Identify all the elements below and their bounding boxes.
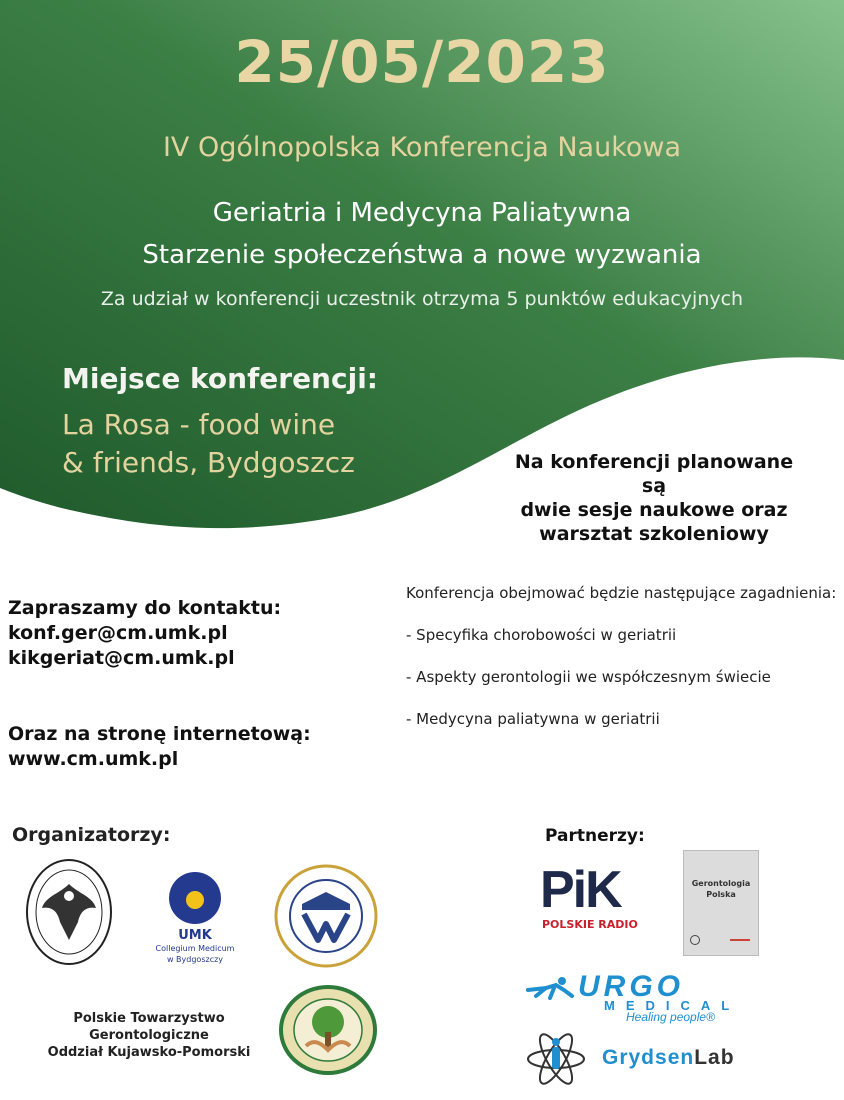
journal-stripe — [730, 939, 750, 941]
grydsenlab-label-a: Grydsen — [602, 1046, 695, 1069]
journal-emblem-icon — [690, 935, 700, 945]
topic-item: - Aspekty gerontologii we współczesnym świecie — [406, 668, 771, 686]
sessions-note — [500, 450, 808, 546]
pik-subtitle: POLSKIE RADIO — [542, 918, 638, 931]
venue-heading: Miejsce konferencji: — [62, 362, 378, 395]
ptg-line1: Polskie Towarzystwo Gerontologiczne — [73, 1011, 225, 1043]
grydsenlab-logo — [526, 1030, 766, 1088]
conference-subtitle-line2: Starzenie społeczeństwa a nowe wyzwania — [142, 240, 702, 270]
conference-title: IV Ogólnopolska Konferencja Naukowa — [162, 132, 682, 163]
topic-item: - Medycyna paliatywna w geriatrii — [406, 710, 660, 728]
website-link[interactable]: www.cm.umk.pl — [8, 748, 179, 770]
sessions-line2: dwie sesje naukowe oraz — [520, 499, 788, 521]
education-points-note: Za udział w konferencji uczestnik otrzyma 5 punktów edukacyjnych — [100, 288, 744, 310]
grydsenlab-label — [602, 1046, 735, 1070]
kazimierz-wielki-university-logo — [272, 862, 380, 970]
geriatrics-clinic-seal-logo — [278, 984, 378, 1076]
topics-heading: Konferencja obejmować będzie następujące zagadnienia: — [406, 584, 837, 602]
umk-label: UMK — [178, 928, 212, 943]
grydsenlab-label-b: Lab — [694, 1046, 735, 1069]
journal-title-2: Polska — [706, 890, 736, 899]
conference-subtitle-line1: Geriatria i Medycyna Paliatywna — [212, 198, 632, 228]
venue-name — [62, 406, 355, 482]
website-block — [8, 722, 311, 772]
urgo-tagline: Healing people® — [626, 1010, 715, 1024]
website-heading: Oraz na stronę internetową: — [8, 723, 311, 745]
ptg-organizer — [18, 1010, 280, 1061]
urgo-label: URGO — [578, 970, 684, 1003]
urgo-medical-label: MEDICAL — [604, 998, 741, 1013]
sessions-line3: warsztat szkoleniowy — [539, 523, 769, 545]
atom-human-icon — [526, 1030, 586, 1088]
contact-email-2[interactable]: kikgeriat@cm.umk.pl — [8, 647, 235, 669]
medical-university-seal-logo — [24, 856, 114, 968]
event-date: 25/05/2023 — [234, 28, 610, 96]
pik-polskie-radio-logo — [538, 860, 638, 940]
ptg-line2: Oddział Kujawsko-Pomorski — [47, 1045, 251, 1060]
umk-subtitle-2: w Bydgoszczy — [166, 955, 224, 964]
journal-title-1: Gerontologia — [691, 879, 751, 888]
partners-heading: Partnerzy: — [545, 826, 645, 846]
contact-block — [8, 596, 281, 671]
pik-label: PiK — [540, 861, 621, 919]
sessions-line1: Na konferencji planowane są — [514, 451, 794, 497]
gerontologia-polska-journal-cover — [683, 850, 759, 956]
organizers-heading: Organizatorzy: — [12, 824, 171, 846]
venue-line2: & friends, Bydgoszcz — [62, 446, 355, 479]
venue-line1: La Rosa - food wine — [62, 408, 336, 441]
umk-subtitle-1: Collegium Medicum — [155, 944, 235, 953]
runner-icon — [526, 976, 576, 1002]
urgo-medical-logo — [526, 970, 758, 1024]
contact-email-1[interactable]: konf.ger@cm.umk.pl — [8, 622, 228, 644]
topic-item: - Specyfika chorobowości w geriatrii — [406, 626, 677, 644]
umk-logo — [140, 870, 250, 970]
contact-heading: Zapraszamy do kontaktu: — [8, 597, 282, 619]
